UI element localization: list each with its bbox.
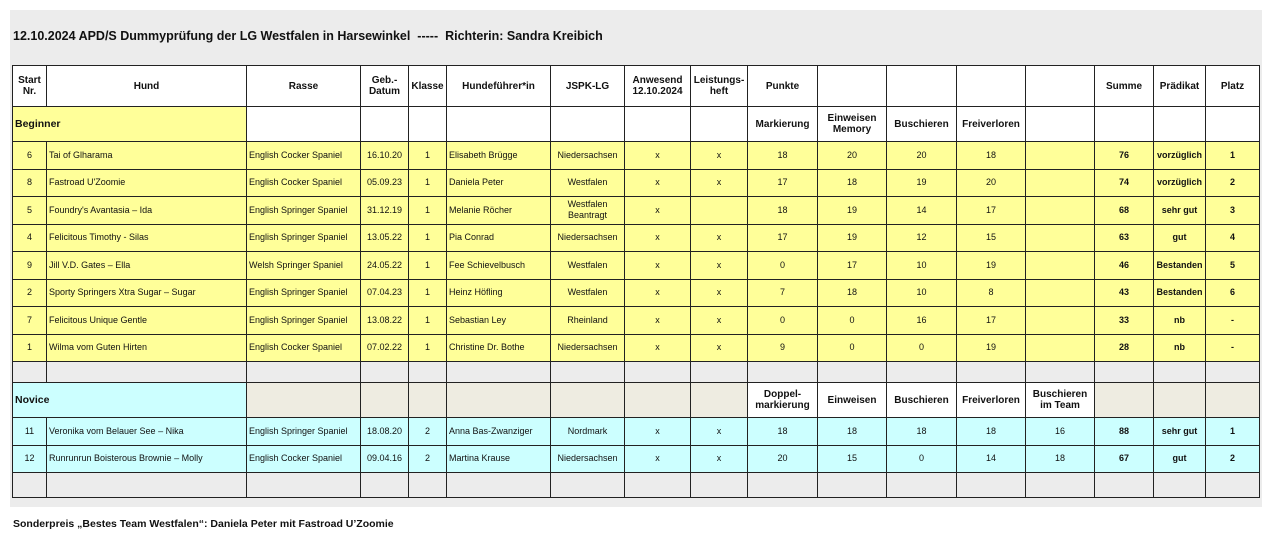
cell-start-nr: 12: [13, 445, 47, 473]
table-row: [13, 445, 1260, 473]
cell-punkte-4: 15: [957, 224, 1026, 252]
cell-anwesend: x: [625, 142, 691, 170]
cell-summe: 74: [1095, 169, 1154, 197]
cell-hund: Foundry's Avantasia – Ida: [47, 197, 247, 225]
cell-rasse: English Cocker Spaniel: [247, 142, 361, 170]
cell-hundefuehrer: Heinz Höfling: [447, 279, 551, 307]
cell-klasse: 1: [409, 307, 447, 335]
novice-section-empty: [625, 383, 691, 418]
cell-start-nr: 4: [13, 224, 47, 252]
cell-punkte-5: 16: [1026, 418, 1095, 446]
cell-anwesend: x: [625, 307, 691, 335]
title-main: 12.10.2024 APD/S Dummyprüfung der LG Westfalen in Harsewinkel: [13, 29, 411, 43]
cell-anwesend: x: [625, 279, 691, 307]
table-row: [13, 307, 1260, 335]
header-geb-datum: Geb.-Datum: [361, 66, 409, 107]
cell-summe: 43: [1095, 279, 1154, 307]
cell-leistungsheft: x: [691, 142, 748, 170]
cell-hundefuehrer: Melanie Röcher: [447, 197, 551, 225]
cell-platz: 3: [1206, 197, 1260, 225]
beginner-section-empty: [409, 107, 447, 142]
cell-start-nr: 9: [13, 252, 47, 280]
novice-subheader: Doppel-markierung: [748, 383, 818, 418]
cell-punkte-1: 17: [748, 224, 818, 252]
novice-section-empty: [1206, 383, 1260, 418]
cell-leistungsheft: x: [691, 418, 748, 446]
cell-hund: Tai of Glharama: [47, 142, 247, 170]
spacer-cell: [13, 362, 47, 383]
novice-section-empty: [691, 383, 748, 418]
cell-rasse: English Cocker Spaniel: [247, 445, 361, 473]
cell-platz: 6: [1206, 279, 1260, 307]
header-platz: Platz: [1206, 66, 1260, 107]
cell-summe: 28: [1095, 334, 1154, 362]
cell-geb-datum: 09.04.16: [361, 445, 409, 473]
beginner-section-empty: [1206, 107, 1260, 142]
table-row: [13, 197, 1260, 225]
cell-punkte-2: 20: [818, 142, 887, 170]
cell-punkte-1: 0: [748, 252, 818, 280]
cell-jspk-lg: Niedersachsen: [551, 142, 625, 170]
cell-leistungsheft: [691, 197, 748, 225]
spacer-cell: [818, 473, 887, 498]
cell-summe: 33: [1095, 307, 1154, 335]
cell-punkte-1: 20: [748, 445, 818, 473]
cell-hundefuehrer: Fee Schievelbusch: [447, 252, 551, 280]
cell-geb-datum: 07.02.22: [361, 334, 409, 362]
cell-leistungsheft: x: [691, 334, 748, 362]
beginner-subheader: Einweisen Memory: [818, 107, 887, 142]
cell-punkte-4: 18: [957, 142, 1026, 170]
cell-start-nr: 2: [13, 279, 47, 307]
beginner-section-empty: [1095, 107, 1154, 142]
cell-leistungsheft: x: [691, 279, 748, 307]
header-rasse: Rasse: [247, 66, 361, 107]
cell-platz: 4: [1206, 224, 1260, 252]
cell-hund: Veronika vom Belauer See – Nika: [47, 418, 247, 446]
beginner-section-empty: [625, 107, 691, 142]
spacer-cell: [47, 362, 247, 383]
beginner-section-empty: [691, 107, 748, 142]
header-empty-1: [818, 66, 887, 107]
spacer-cell: [691, 362, 748, 383]
cell-punkte-3: 10: [887, 279, 957, 307]
cell-hundefuehrer: Elisabeth Brügge: [447, 142, 551, 170]
cell-punkte-5: [1026, 279, 1095, 307]
spacer-cell: [957, 473, 1026, 498]
cell-rasse: Welsh Springer Spaniel: [247, 252, 361, 280]
cell-hundefuehrer: Martina Krause: [447, 445, 551, 473]
table-row: [13, 418, 1260, 446]
spacer-cell: [957, 362, 1026, 383]
cell-punkte-1: 17: [748, 169, 818, 197]
cell-leistungsheft: x: [691, 224, 748, 252]
cell-platz: -: [1206, 334, 1260, 362]
cell-leistungsheft: x: [691, 307, 748, 335]
cell-anwesend: x: [625, 418, 691, 446]
spacer-row: [13, 473, 1260, 498]
novice-section-label: Novice: [13, 383, 247, 418]
cell-punkte-5: [1026, 197, 1095, 225]
cell-start-nr: 11: [13, 418, 47, 446]
cell-rasse: English Cocker Spaniel: [247, 169, 361, 197]
novice-section-empty: [247, 383, 361, 418]
spacer-cell: [625, 473, 691, 498]
beginner-section-empty: [551, 107, 625, 142]
cell-praedikat: vorzüglich: [1154, 169, 1206, 197]
spacer-cell: [1206, 473, 1260, 498]
cell-punkte-4: 8: [957, 279, 1026, 307]
cell-anwesend: x: [625, 252, 691, 280]
table-row: [13, 224, 1260, 252]
cell-summe: 67: [1095, 445, 1154, 473]
cell-punkte-3: 10: [887, 252, 957, 280]
header-hundefuehrer: Hundeführer*in: [447, 66, 551, 107]
cell-hundefuehrer: Anna Bas-Zwanziger: [447, 418, 551, 446]
cell-punkte-2: 18: [818, 418, 887, 446]
cell-punkte-2: 18: [818, 169, 887, 197]
cell-rasse: English Springer Spaniel: [247, 307, 361, 335]
spacer-cell: [1026, 362, 1095, 383]
cell-hundefuehrer: Sebastian Ley: [447, 307, 551, 335]
beginner-section-empty: [247, 107, 361, 142]
cell-start-nr: 7: [13, 307, 47, 335]
header-empty-4: [1026, 66, 1095, 107]
cell-punkte-1: 7: [748, 279, 818, 307]
cell-start-nr: 6: [13, 142, 47, 170]
cell-jspk-lg: Westfalen: [551, 169, 625, 197]
cell-punkte-4: 14: [957, 445, 1026, 473]
cell-platz: -: [1206, 307, 1260, 335]
cell-praedikat: Bestanden: [1154, 279, 1206, 307]
novice-section-header: [13, 383, 1260, 418]
header-praedikat: Prädikat: [1154, 66, 1206, 107]
cell-punkte-1: 18: [748, 197, 818, 225]
beginner-section-label: Beginner: [13, 107, 247, 142]
cell-hundefuehrer: Pia Conrad: [447, 224, 551, 252]
table-row: [13, 252, 1260, 280]
cell-punkte-2: 18: [818, 279, 887, 307]
cell-summe: 46: [1095, 252, 1154, 280]
header-leistungsheft: Leistungs-heft: [691, 66, 748, 107]
header-summe: Summe: [1095, 66, 1154, 107]
cell-praedikat: nb: [1154, 334, 1206, 362]
cell-geb-datum: 05.09.23: [361, 169, 409, 197]
table-row: [13, 142, 1260, 170]
cell-rasse: English Springer Spaniel: [247, 418, 361, 446]
cell-punkte-5: [1026, 169, 1095, 197]
cell-rasse: English Cocker Spaniel: [247, 334, 361, 362]
cell-hundefuehrer: Christine Dr. Bothe: [447, 334, 551, 362]
spacer-cell: [1154, 473, 1206, 498]
cell-start-nr: 5: [13, 197, 47, 225]
cell-hund: Sporty Springers Xtra Sugar – Sugar: [47, 279, 247, 307]
cell-geb-datum: 18.08.20: [361, 418, 409, 446]
cell-punkte-4: 19: [957, 252, 1026, 280]
spacer-cell: [1154, 362, 1206, 383]
cell-punkte-5: 18: [1026, 445, 1095, 473]
cell-jspk-lg: Niedersachsen: [551, 334, 625, 362]
beginner-subheader: [1026, 107, 1095, 142]
cell-punkte-1: 18: [748, 142, 818, 170]
footer-note: Sonderpreis „Bestes Team Westfalen“: Daniela Peter mit Fastroad U’Zoomie: [13, 518, 394, 530]
cell-punkte-1: 0: [748, 307, 818, 335]
table-row: [13, 279, 1260, 307]
cell-geb-datum: 31.12.19: [361, 197, 409, 225]
header-jspk-lg: JSPK-LG: [551, 66, 625, 107]
cell-jspk-lg: Westfalen Beantragt: [551, 197, 625, 225]
header-anwesend: Anwesend 12.10.2024: [625, 66, 691, 107]
cell-klasse: 1: [409, 252, 447, 280]
spacer-cell: [551, 362, 625, 383]
beginner-subheader: Markierung: [748, 107, 818, 142]
cell-punkte-2: 19: [818, 224, 887, 252]
cell-praedikat: nb: [1154, 307, 1206, 335]
cell-punkte-3: 0: [887, 445, 957, 473]
results-table: [12, 65, 1260, 498]
cell-praedikat: vorzüglich: [1154, 142, 1206, 170]
cell-rasse: English Springer Spaniel: [247, 224, 361, 252]
novice-section-empty: [361, 383, 409, 418]
cell-punkte-2: 17: [818, 252, 887, 280]
cell-praedikat: sehr gut: [1154, 418, 1206, 446]
cell-geb-datum: 13.08.22: [361, 307, 409, 335]
spacer-row: [13, 362, 1260, 383]
cell-start-nr: 1: [13, 334, 47, 362]
cell-rasse: English Springer Spaniel: [247, 279, 361, 307]
beginner-section-empty: [447, 107, 551, 142]
spacer-cell: [361, 473, 409, 498]
cell-praedikat: Bestanden: [1154, 252, 1206, 280]
cell-punkte-3: 16: [887, 307, 957, 335]
cell-platz: 1: [1206, 142, 1260, 170]
cell-klasse: 1: [409, 334, 447, 362]
table-row: [13, 334, 1260, 362]
cell-geb-datum: 16.10.20: [361, 142, 409, 170]
spacer-cell: [13, 473, 47, 498]
cell-klasse: 1: [409, 279, 447, 307]
spacer-cell: [447, 362, 551, 383]
spacer-cell: [1026, 473, 1095, 498]
cell-summe: 88: [1095, 418, 1154, 446]
cell-summe: 68: [1095, 197, 1154, 225]
header-klasse: Klasse: [409, 66, 447, 107]
beginner-section-header: [13, 107, 1260, 142]
cell-geb-datum: 24.05.22: [361, 252, 409, 280]
cell-punkte-4: 19: [957, 334, 1026, 362]
cell-geb-datum: 07.04.23: [361, 279, 409, 307]
cell-punkte-3: 0: [887, 334, 957, 362]
novice-subheader: Buschieren: [887, 383, 957, 418]
cell-klasse: 1: [409, 169, 447, 197]
beginner-subheader: Buschieren: [887, 107, 957, 142]
cell-punkte-5: [1026, 334, 1095, 362]
cell-anwesend: x: [625, 334, 691, 362]
header-empty-2: [887, 66, 957, 107]
cell-klasse: 1: [409, 224, 447, 252]
cell-punkte-3: 19: [887, 169, 957, 197]
cell-jspk-lg: Nordmark: [551, 418, 625, 446]
cell-punkte-4: 18: [957, 418, 1026, 446]
beginner-section-empty: [361, 107, 409, 142]
cell-punkte-5: [1026, 142, 1095, 170]
cell-anwesend: x: [625, 445, 691, 473]
spacer-cell: [551, 473, 625, 498]
novice-subheader: Einweisen: [818, 383, 887, 418]
table-row: [13, 169, 1260, 197]
cell-jspk-lg: Rheinland: [551, 307, 625, 335]
cell-punkte-2: 19: [818, 197, 887, 225]
spacer-cell: [1095, 473, 1154, 498]
cell-punkte-4: 20: [957, 169, 1026, 197]
cell-punkte-2: 0: [818, 334, 887, 362]
cell-hund: Felicitous Unique Gentle: [47, 307, 247, 335]
cell-summe: 63: [1095, 224, 1154, 252]
spacer-cell: [447, 473, 551, 498]
cell-praedikat: sehr gut: [1154, 197, 1206, 225]
header-punkte: Punkte: [748, 66, 818, 107]
cell-leistungsheft: x: [691, 169, 748, 197]
cell-rasse: English Springer Spaniel: [247, 197, 361, 225]
cell-jspk-lg: Niedersachsen: [551, 445, 625, 473]
header-empty-3: [957, 66, 1026, 107]
cell-leistungsheft: x: [691, 445, 748, 473]
cell-summe: 76: [1095, 142, 1154, 170]
spacer-cell: [748, 362, 818, 383]
cell-punkte-3: 14: [887, 197, 957, 225]
cell-punkte-3: 20: [887, 142, 957, 170]
novice-section-empty: [1154, 383, 1206, 418]
spacer-cell: [887, 362, 957, 383]
cell-leistungsheft: x: [691, 252, 748, 280]
cell-jspk-lg: Westfalen: [551, 279, 625, 307]
spacer-cell: [409, 362, 447, 383]
cell-hund: Runrunrun Boisterous Brownie – Molly: [47, 445, 247, 473]
cell-hundefuehrer: Daniela Peter: [447, 169, 551, 197]
title-separator: -----: [410, 29, 446, 43]
cell-punkte-1: 9: [748, 334, 818, 362]
cell-punkte-4: 17: [957, 197, 1026, 225]
spacer-cell: [247, 362, 361, 383]
cell-punkte-4: 17: [957, 307, 1026, 335]
cell-punkte-5: [1026, 224, 1095, 252]
cell-geb-datum: 13.05.22: [361, 224, 409, 252]
cell-platz: 1: [1206, 418, 1260, 446]
spacer-cell: [409, 473, 447, 498]
beginner-subheader: Freiverloren: [957, 107, 1026, 142]
cell-klasse: 2: [409, 445, 447, 473]
cell-klasse: 2: [409, 418, 447, 446]
page-title: [13, 29, 603, 43]
cell-punkte-2: 0: [818, 307, 887, 335]
cell-platz: 5: [1206, 252, 1260, 280]
cell-praedikat: gut: [1154, 224, 1206, 252]
spacer-cell: [625, 362, 691, 383]
cell-platz: 2: [1206, 169, 1260, 197]
cell-punkte-3: 12: [887, 224, 957, 252]
spacer-cell: [818, 362, 887, 383]
title-judge: Richterin: Sandra Kreibich: [445, 29, 603, 43]
cell-hund: Jill V.D. Gates – Ella: [47, 252, 247, 280]
cell-jspk-lg: Westfalen: [551, 252, 625, 280]
cell-anwesend: x: [625, 169, 691, 197]
novice-section-empty: [447, 383, 551, 418]
cell-hund: Wilma vom Guten Hirten: [47, 334, 247, 362]
novice-section-empty: [551, 383, 625, 418]
cell-anwesend: x: [625, 197, 691, 225]
spacer-cell: [47, 473, 247, 498]
cell-klasse: 1: [409, 197, 447, 225]
cell-punkte-5: [1026, 307, 1095, 335]
cell-punkte-1: 18: [748, 418, 818, 446]
cell-punkte-3: 18: [887, 418, 957, 446]
cell-hund: Fastroad U'Zoomie: [47, 169, 247, 197]
header-hund: Hund: [47, 66, 247, 107]
cell-punkte-2: 15: [818, 445, 887, 473]
spacer-cell: [748, 473, 818, 498]
cell-anwesend: x: [625, 224, 691, 252]
spacer-cell: [1206, 362, 1260, 383]
cell-klasse: 1: [409, 142, 447, 170]
cell-jspk-lg: Niedersachsen: [551, 224, 625, 252]
cell-punkte-5: [1026, 252, 1095, 280]
novice-subheader: Freiverloren: [957, 383, 1026, 418]
spacer-cell: [361, 362, 409, 383]
spacer-cell: [691, 473, 748, 498]
beginner-section-empty: [1154, 107, 1206, 142]
novice-section-empty: [409, 383, 447, 418]
cell-praedikat: gut: [1154, 445, 1206, 473]
spacer-cell: [247, 473, 361, 498]
spacer-cell: [1095, 362, 1154, 383]
spacer-cell: [887, 473, 957, 498]
header-row: [13, 66, 1260, 107]
header-start-nr: Start Nr.: [13, 66, 47, 107]
novice-section-empty: [1095, 383, 1154, 418]
cell-start-nr: 8: [13, 169, 47, 197]
cell-platz: 2: [1206, 445, 1260, 473]
cell-hund: Felicitous Timothy - Silas: [47, 224, 247, 252]
novice-subheader: Buschieren im Team: [1026, 383, 1095, 418]
